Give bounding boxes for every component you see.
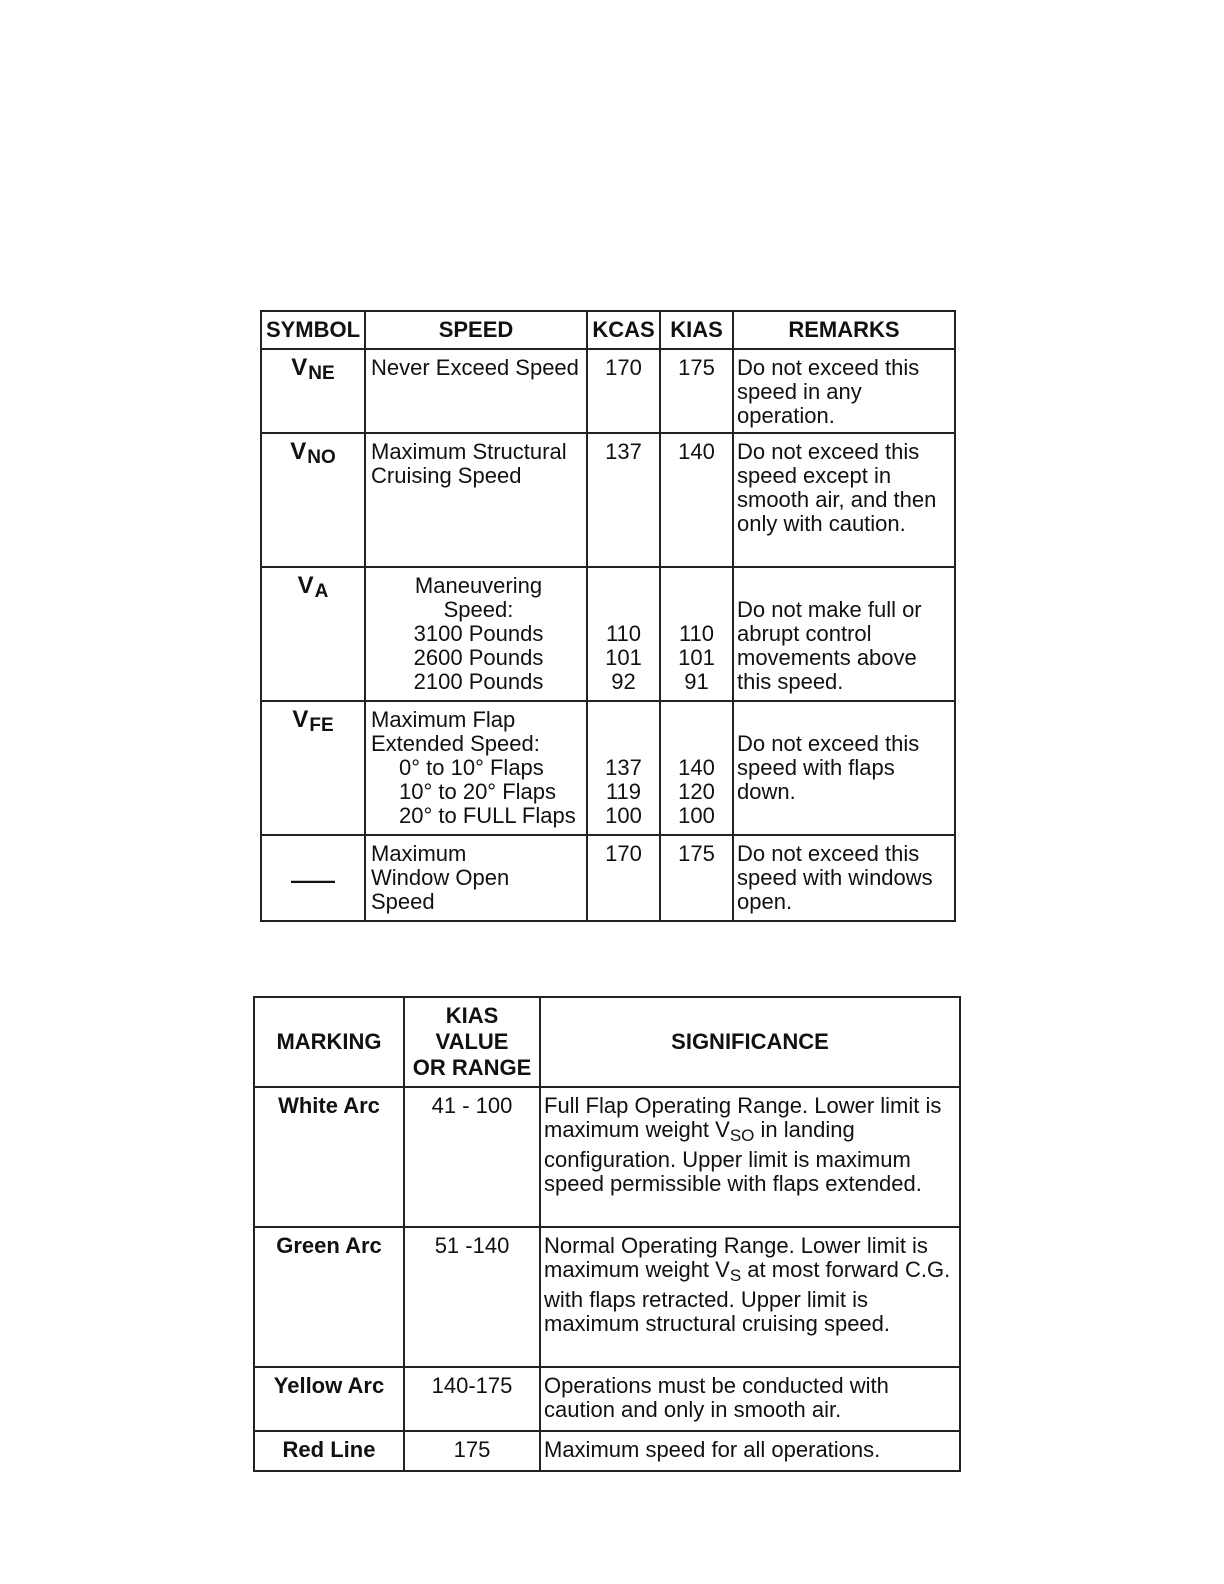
table-row <box>254 1087 960 1227</box>
table-row <box>261 433 955 567</box>
kias-cell: 140 120 100 <box>660 701 733 835</box>
kias-cell: 140 <box>660 433 733 567</box>
marking-cell: Red Line <box>254 1431 404 1471</box>
table-row <box>254 1367 960 1431</box>
header-remarks: REMARKS <box>733 311 955 349</box>
kcas-cell: 170 <box>587 349 660 433</box>
table-row <box>261 567 955 701</box>
range-cell: 175 <box>404 1431 540 1471</box>
table-header-row <box>254 997 960 1087</box>
marking-cell: Yellow Arc <box>254 1367 404 1431</box>
header-kias: KIAS <box>660 311 733 349</box>
remarks-cell: Do not exceed this speed with windows open. <box>733 835 955 921</box>
range-cell: 140-175 <box>404 1367 540 1431</box>
range-cell: 51 -140 <box>404 1227 540 1367</box>
remarks-cell: Do not exceed this speed except in smooth air, and then only with caution. <box>733 433 955 567</box>
speed-cell: Maximum Flap Extended Speed: 0° to 10° Flaps 10° to 20° Flaps 20° to FULL Flaps <box>365 701 587 835</box>
symbol-cell: $V_{NE}$ <box>261 349 365 433</box>
kcas-cell: 137 <box>587 433 660 567</box>
header-symbol: SYMBOL <box>261 311 365 349</box>
table-row <box>261 349 955 433</box>
remarks-cell: Do not exceed this speed in any operation. <box>733 349 955 433</box>
speed-cell: Maneuvering Speed: 3100 Pounds 2600 Pounds 2100 Pounds <box>365 567 587 701</box>
header-significance: SIGNIFICANCE <box>540 997 960 1087</box>
header-kias-range: KIAS VALUE OR RANGE <box>404 997 540 1087</box>
table-row <box>254 1227 960 1367</box>
kias-cell: 110 101 91 <box>660 567 733 701</box>
speed-cell: Maximum Structural Cruising Speed <box>365 433 587 567</box>
kias-cell: 175 <box>660 835 733 921</box>
header-kcas: KCAS <box>587 311 660 349</box>
table-header-row <box>261 311 955 349</box>
symbol-cell: $V_{FE}$ <box>261 701 365 835</box>
table-row <box>261 835 955 921</box>
range-cell: 41 - 100 <box>404 1087 540 1227</box>
speed-cell: Never Exceed Speed <box>365 349 587 433</box>
table-row <box>261 701 955 835</box>
significance-cell: Normal Operating Range. Lower limit is maximum weight $V_S$ at most forward C.G. with flaps retracted. Upper limit is maximum structural cruising speed. <box>540 1227 960 1367</box>
significance-cell: Operations must be conducted with caution and only in smooth air. <box>540 1367 960 1431</box>
kcas-cell: 110 101 92 <box>587 567 660 701</box>
airspeed-limitations-table <box>260 310 956 922</box>
significance-cell: Maximum speed for all operations. <box>540 1431 960 1471</box>
speed-cell: Maximum Window Open Speed <box>365 835 587 921</box>
header-marking: MARKING <box>254 997 404 1087</box>
significance-cell: Full Flap Operating Range. Lower limit is maximum weight $V_{SO}$ in landing configuration. Upper limit is maximum speed permissible with flaps extended. <box>540 1087 960 1227</box>
symbol-cell: $V_A$ <box>261 567 365 701</box>
table-row <box>254 1431 960 1471</box>
marking-cell: Green Arc <box>254 1227 404 1367</box>
symbol-cell: $V_{NO}$ <box>261 433 365 567</box>
kcas-cell: 137 119 100 <box>587 701 660 835</box>
header-speed: SPEED <box>365 311 587 349</box>
airspeed-markings-table <box>253 996 961 1472</box>
remarks-cell: Do not exceed this speed with flaps down. <box>733 701 955 835</box>
remarks-cell: Do not make full or abrupt control movements above this speed. <box>733 567 955 701</box>
symbol-cell: —— <box>261 835 365 921</box>
kcas-cell: 170 <box>587 835 660 921</box>
marking-cell: White Arc <box>254 1087 404 1227</box>
kias-cell: 175 <box>660 349 733 433</box>
